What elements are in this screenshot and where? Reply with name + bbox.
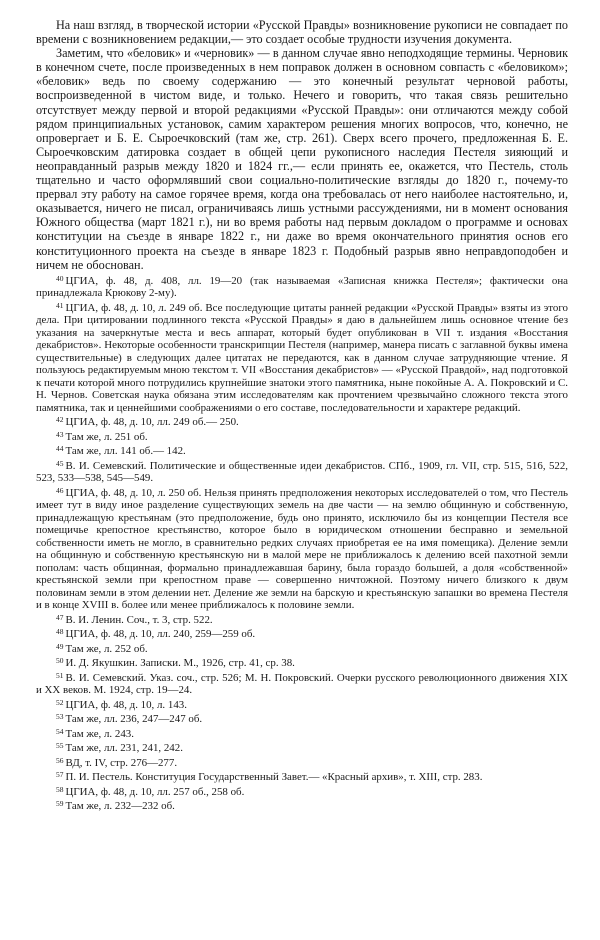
footnote-text: ЦГИА, ф. 48, д. 10, лл. 257 об., 258 об. bbox=[65, 785, 245, 798]
footnote bbox=[36, 670, 568, 697]
footnote bbox=[36, 626, 568, 641]
footnote-number: 57 bbox=[56, 770, 64, 780]
footnote-text: ЦГИА, ф. 48, д. 10, лл. 240, 259—259 об. bbox=[65, 628, 256, 641]
footnote-text: Там же, л. 252 об. bbox=[65, 642, 148, 655]
footnote-number: 55 bbox=[56, 741, 64, 751]
footnote-number: 52 bbox=[56, 697, 64, 707]
footnote-text: Там же, л. 232—232 об. bbox=[65, 800, 175, 813]
document-page bbox=[36, 18, 568, 813]
footnote-number: 47 bbox=[56, 612, 64, 622]
footnote-text: Там же, л. 243. bbox=[65, 727, 134, 740]
footnote bbox=[36, 300, 568, 415]
footnote-text: Там же, лл. 141 об.— 142. bbox=[65, 445, 186, 458]
footnote-text: Там же, лл. 231, 241, 242. bbox=[65, 742, 183, 755]
footnote-number: 59 bbox=[56, 799, 64, 809]
footnote bbox=[36, 429, 568, 444]
footnote-text: И. Д. Якушкин. Записки. М., 1926, стр. 41, ср. 38. bbox=[65, 657, 295, 670]
footnote-number: 54 bbox=[56, 726, 64, 736]
footnote bbox=[36, 443, 568, 458]
footnote-text: В. И. Ленин. Соч., т. 3, стр. 522. bbox=[65, 613, 213, 626]
footnote-number: 40 bbox=[56, 273, 64, 283]
footnote-number: 48 bbox=[56, 627, 64, 637]
footnote bbox=[36, 697, 568, 712]
main-text bbox=[36, 18, 568, 272]
footnote bbox=[36, 740, 568, 755]
footnote-number: 58 bbox=[56, 784, 64, 794]
footnote bbox=[36, 769, 568, 784]
footnote bbox=[36, 458, 568, 485]
footnote-text: ЦГИА, ф. 48, д. 10, лл. 249 об.— 250. bbox=[65, 416, 239, 429]
footnote-text: ЦГИА, ф. 48, д. 10, л. 250 об. Нельзя принять предположения некоторых исследователей о том, что Пестель имеет тут в виду иное разделение существующих земель на две части — на землю общинную и собственную, принадлежащую крестьянам (это предположение, будь оно принято, исключило бы из концепции Пестеля все помещичье крепостное крестьянство, которое было в юридическом отношении бесправно и земельной собственности иметь не могло, в сравнительно редких случаях приобретая ее на имя помещика). Деление земли на общинную и собственную крестьянскую ни в малой мере не приближалось к делению всей пахотной земли пополам: часть общинная, формально принадлежавшая барину, была гораздо большей, а доля «собственной» крестьянской земли при крепостном праве — совершенно ничтожной. Поэтому ничего близкого к двум половинам земли в этом делении нет. Деление же земли на барскую и крестьянскую запашки во времена Пестеля и в конце XVIII в. более или менее приближалось к половине земли. bbox=[36, 486, 568, 612]
footnote-text: В. И. Семевский. Указ. соч., стр. 526; М. Н. Покровский. Очерки русского революционного движения XIX и XX веков. М. 1924, стр. 19—24. bbox=[36, 671, 568, 697]
footnote-number: 42 bbox=[56, 415, 64, 425]
footnote bbox=[36, 726, 568, 741]
footnote-text: ЦГИА, ф. 48, д. 10, л. 143. bbox=[65, 698, 187, 711]
footnote bbox=[36, 798, 568, 813]
footnote bbox=[36, 414, 568, 429]
footnote bbox=[36, 641, 568, 656]
footnote-number: 43 bbox=[56, 429, 64, 439]
footnote-number: 41 bbox=[56, 300, 64, 310]
footnote-number: 44 bbox=[56, 444, 64, 454]
footnote-number: 49 bbox=[56, 641, 64, 651]
footnote-text: ЦГИА, ф. 48, д. 408, лл. 19—20 (так называемая «Записная книжка Пестеля»; фактически она принадлежала Крюкову 2-му). bbox=[36, 274, 568, 300]
footnote bbox=[36, 612, 568, 627]
paragraph-1: На наш взгляд, в творческой истории «Русской Правды» возникновение рукописи не совпадает по времени с возникновением редакции,— это создает особые трудности изучения документа. bbox=[36, 18, 568, 47]
footnote-number: 56 bbox=[56, 755, 64, 765]
footnote-number: 45 bbox=[56, 458, 64, 468]
footnote-number: 50 bbox=[56, 656, 64, 666]
footnote bbox=[36, 655, 568, 670]
footnote bbox=[36, 485, 568, 612]
footnote-text: П. И. Пестель. Конституция Государственный Завет.— «Красный архив», т. XIII, стр. 283. bbox=[65, 771, 483, 784]
footnote bbox=[36, 755, 568, 770]
footnote bbox=[36, 784, 568, 799]
footnote-number: 51 bbox=[56, 670, 64, 680]
footnote-number: 53 bbox=[56, 712, 64, 722]
footnote-number: 46 bbox=[56, 485, 64, 495]
footnote-text: ВД, т. IV, стр. 276—277. bbox=[65, 756, 178, 769]
footnote-text: Там же, лл. 236, 247—247 об. bbox=[65, 713, 203, 726]
footnote bbox=[36, 711, 568, 726]
paragraph-2: Заметим, что «беловик» и «черновик» — в данном случае явно неподходящие термины. Черновик в конечном счете, после произведенных в нем поправок должен в основном совпасть с «беловиком»; «беловик» ведь по своему содержанию — это конечный результат черновой работы, воспроизведенной в чистом виде, и только. Нечего и говорить, что такая связь решительно отсутствует между первой и второй редакциями «Русской Правды»: они отличаются между собой рядом принципиальных установок, самим характером решения многих вопросов, что, конечно, не опровергает и Б. Е. Сыроечковский (там же, стр. 261). Сверх всего прочего, предложенная Б. Е. Сыроечковским датировка создает в общей цепи рукописного наследия Пестеля зияющий и неоправданный разрыв между 1820 и 1824 гг.,— если принять ее, окажется, что Пестель, столь тщательно и часто оформлявший свои социально-политические взгляды до 1820 г., почему-то прервал эту работу на самое горячее время, когда она требовалась от него наиболее настоятельно, и, оказывается, ничего не писал, ограничиваясь лишь устными рассуждениями, ни в момент основания Южного общества (март 1821 г.), ни во время работы над первым докладом о программе и основах конституции на съезде в январе 1822 г., ни даже во время окончательного принятия основ его конституционного проекта на съезде в январе 1823 г. Подобный разрыв явно неправдоподобен и ничем не обоснован. bbox=[36, 46, 568, 272]
footnote-text: В. И. Семевский. Политические и общественные идеи декабристов. СПб., 1909, гл. VII, стр. 515, 516, 522, 523, 533—538, 545—549. bbox=[36, 459, 568, 485]
footnotes bbox=[36, 273, 568, 813]
footnote-text: ЦГИА, ф. 48, д. 10, л. 249 об. Все последующие цитаты ранней редакции «Русской Правды» взяты из этого дела. При цитировании подлинного текста «Русской Правды» я даю в дальнейшем лишь основное чтение без указания на зачеркнутые места и весь аппарат, который будет опубликован в VII т. издания «Восстания декабристов». Некоторые особенности транскрипции Пестеля (например, манера писать с заглавной буквы имена существительные) в следующих далее цитатах не передаются, как в данном случае затрудняющие чтение. Я пользуюсь редактируемым мною текстом т. VII «Восстания декабристов» — «Русской Правдой», над подготовкой к печати которой много потрудились крупнейшие знатоки этого памятника, ныне покойные А. А. Покровский и С. Н. Чернов. Советская наука обязана этим исследователям как прочтением чрезвычайно сложного текста этого памятника, так и ценнейшими соображениями о его составе, последовательности и характере редакций. bbox=[36, 301, 568, 414]
footnote bbox=[36, 273, 568, 300]
footnote-text: Там же, л. 251 об. bbox=[65, 430, 148, 443]
